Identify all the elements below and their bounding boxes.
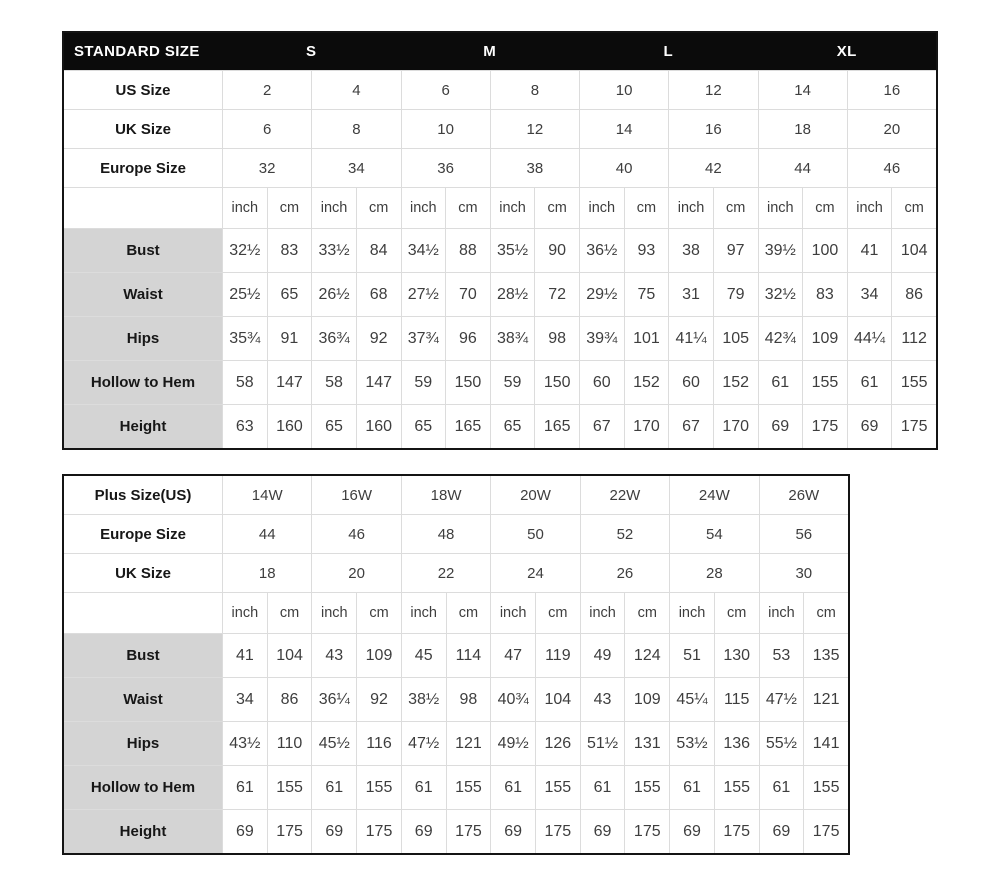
measurement-value: 165 bbox=[535, 405, 579, 448]
size-value: 22 bbox=[402, 554, 490, 592]
measurement-value: 98 bbox=[535, 317, 579, 360]
size-value: 2 bbox=[223, 71, 311, 109]
measurement-value: 59 bbox=[491, 361, 535, 404]
unit-label: inch bbox=[402, 593, 446, 633]
measurement-value: 84 bbox=[357, 229, 401, 272]
unit-label: cm bbox=[625, 593, 669, 633]
unit-label: cm bbox=[804, 593, 848, 633]
size-value: 6 bbox=[223, 110, 311, 148]
size-value: 36 bbox=[402, 149, 490, 187]
unit-label: inch bbox=[759, 188, 803, 228]
measurement-value: 45½ bbox=[312, 722, 356, 765]
measurement-value: 147 bbox=[268, 361, 312, 404]
measurement-value: 67 bbox=[580, 405, 624, 448]
measurement-value: 160 bbox=[357, 405, 401, 448]
measurement-value: 86 bbox=[268, 678, 312, 721]
measurement-label: Waist bbox=[64, 678, 222, 721]
size-value: 10 bbox=[402, 110, 490, 148]
measurement-value: 34 bbox=[848, 273, 892, 316]
measurement-value: 32½ bbox=[759, 273, 803, 316]
measurement-value: 33½ bbox=[312, 229, 356, 272]
measurement-value: 155 bbox=[447, 766, 491, 809]
measurement-value: 90 bbox=[535, 229, 579, 272]
measurement-value: 61 bbox=[848, 361, 892, 404]
measurement-value: 43 bbox=[581, 678, 625, 721]
size-value: 56 bbox=[760, 515, 848, 553]
standard-size-table bbox=[62, 31, 938, 450]
measurement-value: 72 bbox=[535, 273, 579, 316]
size-value: 14 bbox=[759, 71, 847, 109]
size-system-label: Plus Size(US) bbox=[64, 476, 222, 514]
measurement-value: 58 bbox=[223, 361, 267, 404]
measurement-value: 93 bbox=[625, 229, 669, 272]
measurement-value: 38½ bbox=[402, 678, 446, 721]
size-group-header: L bbox=[663, 43, 674, 60]
measurement-value: 109 bbox=[357, 634, 401, 677]
measurement-value: 26½ bbox=[312, 273, 356, 316]
unit-label: cm bbox=[714, 188, 758, 228]
measurement-label: Height bbox=[64, 810, 222, 853]
measurement-value: 79 bbox=[714, 273, 758, 316]
measurement-value: 65 bbox=[491, 405, 535, 448]
measurement-value: 136 bbox=[715, 722, 759, 765]
measurement-value: 175 bbox=[803, 405, 847, 448]
measurement-value: 32½ bbox=[223, 229, 267, 272]
measurement-value: 27½ bbox=[402, 273, 446, 316]
unit-row-spacer bbox=[64, 593, 222, 633]
measurement-value: 69 bbox=[491, 810, 535, 853]
measurement-value: 69 bbox=[402, 810, 446, 853]
size-value: 46 bbox=[848, 149, 936, 187]
measurement-value: 116 bbox=[357, 722, 401, 765]
unit-label: inch bbox=[760, 593, 804, 633]
size-value: 38 bbox=[491, 149, 579, 187]
size-value: 44 bbox=[223, 515, 311, 553]
measurement-value: 105 bbox=[714, 317, 758, 360]
measurement-value: 155 bbox=[804, 766, 848, 809]
measurement-value: 175 bbox=[715, 810, 759, 853]
size-value: 30 bbox=[760, 554, 848, 592]
measurement-value: 147 bbox=[357, 361, 401, 404]
measurement-value: 115 bbox=[715, 678, 759, 721]
measurement-value: 92 bbox=[357, 317, 401, 360]
size-value: 8 bbox=[312, 110, 400, 148]
measurement-value: 65 bbox=[268, 273, 312, 316]
unit-label: cm bbox=[357, 188, 401, 228]
size-value: 12 bbox=[669, 71, 757, 109]
unit-label: inch bbox=[491, 188, 535, 228]
unit-label: inch bbox=[402, 188, 446, 228]
measurement-value: 69 bbox=[760, 810, 804, 853]
measurement-value: 104 bbox=[536, 678, 580, 721]
size-value: 6 bbox=[402, 71, 490, 109]
measurement-value: 155 bbox=[536, 766, 580, 809]
measurement-value: 55½ bbox=[760, 722, 804, 765]
measurement-value: 36¾ bbox=[312, 317, 356, 360]
measurement-value: 34 bbox=[223, 678, 267, 721]
measurement-value: 60 bbox=[669, 361, 713, 404]
size-system-label: UK Size bbox=[64, 110, 222, 148]
measurement-value: 61 bbox=[581, 766, 625, 809]
size-value: 12 bbox=[491, 110, 579, 148]
measurement-value: 175 bbox=[892, 405, 936, 448]
measurement-value: 41¼ bbox=[669, 317, 713, 360]
measurement-value: 38¾ bbox=[491, 317, 535, 360]
measurement-value: 88 bbox=[446, 229, 490, 272]
size-value: 4 bbox=[312, 71, 400, 109]
measurement-value: 119 bbox=[536, 634, 580, 677]
measurement-value: 109 bbox=[625, 678, 669, 721]
measurement-value: 69 bbox=[848, 405, 892, 448]
measurement-value: 104 bbox=[268, 634, 312, 677]
unit-label: cm bbox=[803, 188, 847, 228]
size-system-label: Europe Size bbox=[64, 515, 222, 553]
measurement-label: Height bbox=[64, 405, 222, 448]
measurement-value: 69 bbox=[759, 405, 803, 448]
measurement-value: 28½ bbox=[491, 273, 535, 316]
measurement-value: 110 bbox=[268, 722, 312, 765]
size-value: 20 bbox=[848, 110, 936, 148]
unit-label: inch bbox=[312, 188, 356, 228]
measurement-value: 124 bbox=[625, 634, 669, 677]
measurement-value: 65 bbox=[402, 405, 446, 448]
measurement-value: 75 bbox=[625, 273, 669, 316]
measurement-value: 49½ bbox=[491, 722, 535, 765]
unit-label: cm bbox=[447, 593, 491, 633]
measurement-value: 170 bbox=[625, 405, 669, 448]
measurement-value: 83 bbox=[803, 273, 847, 316]
measurement-value: 38 bbox=[669, 229, 713, 272]
unit-label: cm bbox=[268, 593, 312, 633]
unit-label: cm bbox=[625, 188, 669, 228]
measurement-label: Waist bbox=[64, 273, 222, 316]
measurement-value: 45¼ bbox=[670, 678, 714, 721]
measurement-value: 45 bbox=[402, 634, 446, 677]
size-value: 14 bbox=[580, 110, 668, 148]
measurement-value: 35½ bbox=[491, 229, 535, 272]
unit-label: inch bbox=[670, 593, 714, 633]
unit-label: cm bbox=[268, 188, 312, 228]
measurement-value: 61 bbox=[759, 361, 803, 404]
measurement-value: 104 bbox=[892, 229, 936, 272]
size-value: 26 bbox=[581, 554, 669, 592]
measurement-value: 69 bbox=[581, 810, 625, 853]
size-value: 26W bbox=[760, 476, 848, 514]
size-value: 50 bbox=[491, 515, 579, 553]
unit-label: cm bbox=[357, 593, 401, 633]
unit-label: inch bbox=[669, 188, 713, 228]
measurement-value: 114 bbox=[447, 634, 491, 677]
measurement-value: 69 bbox=[223, 810, 267, 853]
table-header-title: STANDARD SIZE bbox=[74, 43, 200, 60]
measurement-label: Hips bbox=[64, 317, 222, 360]
size-value: 22W bbox=[581, 476, 669, 514]
unit-row-spacer bbox=[64, 188, 222, 228]
size-value: 34 bbox=[312, 149, 400, 187]
measurement-value: 131 bbox=[625, 722, 669, 765]
unit-label: inch bbox=[491, 593, 535, 633]
measurement-value: 61 bbox=[223, 766, 267, 809]
size-group-header: XL bbox=[836, 43, 857, 60]
measurement-value: 112 bbox=[892, 317, 936, 360]
size-value: 18 bbox=[223, 554, 311, 592]
size-system-label: UK Size bbox=[64, 554, 222, 592]
measurement-value: 155 bbox=[892, 361, 936, 404]
measurement-value: 150 bbox=[535, 361, 579, 404]
measurement-value: 155 bbox=[803, 361, 847, 404]
measurement-value: 96 bbox=[446, 317, 490, 360]
measurement-value: 61 bbox=[402, 766, 446, 809]
measurement-value: 109 bbox=[803, 317, 847, 360]
measurement-value: 51 bbox=[670, 634, 714, 677]
measurement-value: 61 bbox=[760, 766, 804, 809]
size-value: 8 bbox=[491, 71, 579, 109]
unit-label: cm bbox=[535, 188, 579, 228]
size-value: 20W bbox=[491, 476, 579, 514]
measurement-value: 121 bbox=[447, 722, 491, 765]
measurement-value: 53 bbox=[760, 634, 804, 677]
measurement-value: 37¾ bbox=[402, 317, 446, 360]
unit-label: cm bbox=[715, 593, 759, 633]
measurement-value: 155 bbox=[268, 766, 312, 809]
measurement-value: 47 bbox=[491, 634, 535, 677]
measurement-value: 59 bbox=[402, 361, 446, 404]
size-value: 20 bbox=[312, 554, 400, 592]
table-header-row bbox=[64, 33, 936, 70]
size-value: 16 bbox=[848, 71, 936, 109]
unit-label: cm bbox=[536, 593, 580, 633]
measurement-value: 92 bbox=[357, 678, 401, 721]
measurement-value: 47½ bbox=[402, 722, 446, 765]
measurement-value: 141 bbox=[804, 722, 848, 765]
size-value: 14W bbox=[223, 476, 311, 514]
size-value: 18 bbox=[759, 110, 847, 148]
measurement-label: Bust bbox=[64, 634, 222, 677]
measurement-value: 155 bbox=[357, 766, 401, 809]
measurement-value: 35¾ bbox=[223, 317, 267, 360]
measurement-value: 135 bbox=[804, 634, 848, 677]
measurement-value: 42¾ bbox=[759, 317, 803, 360]
measurement-value: 61 bbox=[491, 766, 535, 809]
measurement-value: 155 bbox=[625, 766, 669, 809]
measurement-value: 39½ bbox=[759, 229, 803, 272]
measurement-value: 40¾ bbox=[491, 678, 535, 721]
measurement-value: 91 bbox=[268, 317, 312, 360]
size-value: 54 bbox=[670, 515, 758, 553]
unit-label: inch bbox=[580, 188, 624, 228]
measurement-value: 69 bbox=[670, 810, 714, 853]
measurement-value: 98 bbox=[447, 678, 491, 721]
measurement-value: 175 bbox=[357, 810, 401, 853]
plus-size-table bbox=[62, 474, 850, 855]
unit-label: cm bbox=[446, 188, 490, 228]
size-group-header: S bbox=[306, 43, 317, 60]
measurement-value: 36½ bbox=[580, 229, 624, 272]
measurement-value: 61 bbox=[670, 766, 714, 809]
measurement-value: 100 bbox=[803, 229, 847, 272]
measurement-value: 63 bbox=[223, 405, 267, 448]
size-value: 52 bbox=[581, 515, 669, 553]
measurement-value: 170 bbox=[714, 405, 758, 448]
measurement-value: 58 bbox=[312, 361, 356, 404]
measurement-value: 175 bbox=[625, 810, 669, 853]
measurement-value: 126 bbox=[536, 722, 580, 765]
measurement-value: 41 bbox=[223, 634, 267, 677]
size-value: 24 bbox=[491, 554, 579, 592]
measurement-value: 41 bbox=[848, 229, 892, 272]
size-group-header: M bbox=[483, 43, 497, 60]
size-value: 44 bbox=[759, 149, 847, 187]
size-value: 24W bbox=[670, 476, 758, 514]
measurement-value: 70 bbox=[446, 273, 490, 316]
measurement-value: 83 bbox=[268, 229, 312, 272]
measurement-value: 49 bbox=[581, 634, 625, 677]
measurement-value: 150 bbox=[446, 361, 490, 404]
measurement-value: 152 bbox=[714, 361, 758, 404]
measurement-label: Hollow to Hem bbox=[64, 766, 222, 809]
measurement-value: 34½ bbox=[402, 229, 446, 272]
size-value: 10 bbox=[580, 71, 668, 109]
measurement-value: 86 bbox=[892, 273, 936, 316]
size-system-label: Europe Size bbox=[64, 149, 222, 187]
measurement-label: Hips bbox=[64, 722, 222, 765]
size-value: 32 bbox=[223, 149, 311, 187]
unit-label: inch bbox=[848, 188, 892, 228]
measurement-value: 39¾ bbox=[580, 317, 624, 360]
unit-label: cm bbox=[892, 188, 936, 228]
size-value: 48 bbox=[402, 515, 490, 553]
measurement-value: 165 bbox=[446, 405, 490, 448]
measurement-value: 47½ bbox=[760, 678, 804, 721]
measurement-label: Bust bbox=[64, 229, 222, 272]
size-value: 42 bbox=[669, 149, 757, 187]
measurement-value: 69 bbox=[312, 810, 356, 853]
unit-label: inch bbox=[581, 593, 625, 633]
measurement-value: 60 bbox=[580, 361, 624, 404]
measurement-label: Hollow to Hem bbox=[64, 361, 222, 404]
measurement-value: 68 bbox=[357, 273, 401, 316]
measurement-value: 155 bbox=[715, 766, 759, 809]
measurement-value: 51½ bbox=[581, 722, 625, 765]
measurement-value: 53½ bbox=[670, 722, 714, 765]
unit-label: inch bbox=[223, 593, 267, 633]
measurement-value: 65 bbox=[312, 405, 356, 448]
measurement-value: 43½ bbox=[223, 722, 267, 765]
measurement-value: 130 bbox=[715, 634, 759, 677]
size-value: 46 bbox=[312, 515, 400, 553]
measurement-value: 175 bbox=[447, 810, 491, 853]
size-value: 16 bbox=[669, 110, 757, 148]
measurement-value: 25½ bbox=[223, 273, 267, 316]
measurement-value: 44¼ bbox=[848, 317, 892, 360]
measurement-value: 175 bbox=[804, 810, 848, 853]
measurement-value: 97 bbox=[714, 229, 758, 272]
measurement-value: 160 bbox=[268, 405, 312, 448]
measurement-value: 61 bbox=[312, 766, 356, 809]
unit-label: inch bbox=[312, 593, 356, 633]
measurement-value: 43 bbox=[312, 634, 356, 677]
measurement-value: 175 bbox=[268, 810, 312, 853]
measurement-value: 121 bbox=[804, 678, 848, 721]
measurement-value: 175 bbox=[536, 810, 580, 853]
measurement-value: 67 bbox=[669, 405, 713, 448]
size-value: 28 bbox=[670, 554, 758, 592]
measurement-value: 36¼ bbox=[312, 678, 356, 721]
size-system-label: US Size bbox=[64, 71, 222, 109]
measurement-value: 31 bbox=[669, 273, 713, 316]
measurement-value: 101 bbox=[625, 317, 669, 360]
size-value: 40 bbox=[580, 149, 668, 187]
size-value: 18W bbox=[402, 476, 490, 514]
measurement-value: 29½ bbox=[580, 273, 624, 316]
measurement-value: 152 bbox=[625, 361, 669, 404]
size-value: 16W bbox=[312, 476, 400, 514]
unit-label: inch bbox=[223, 188, 267, 228]
